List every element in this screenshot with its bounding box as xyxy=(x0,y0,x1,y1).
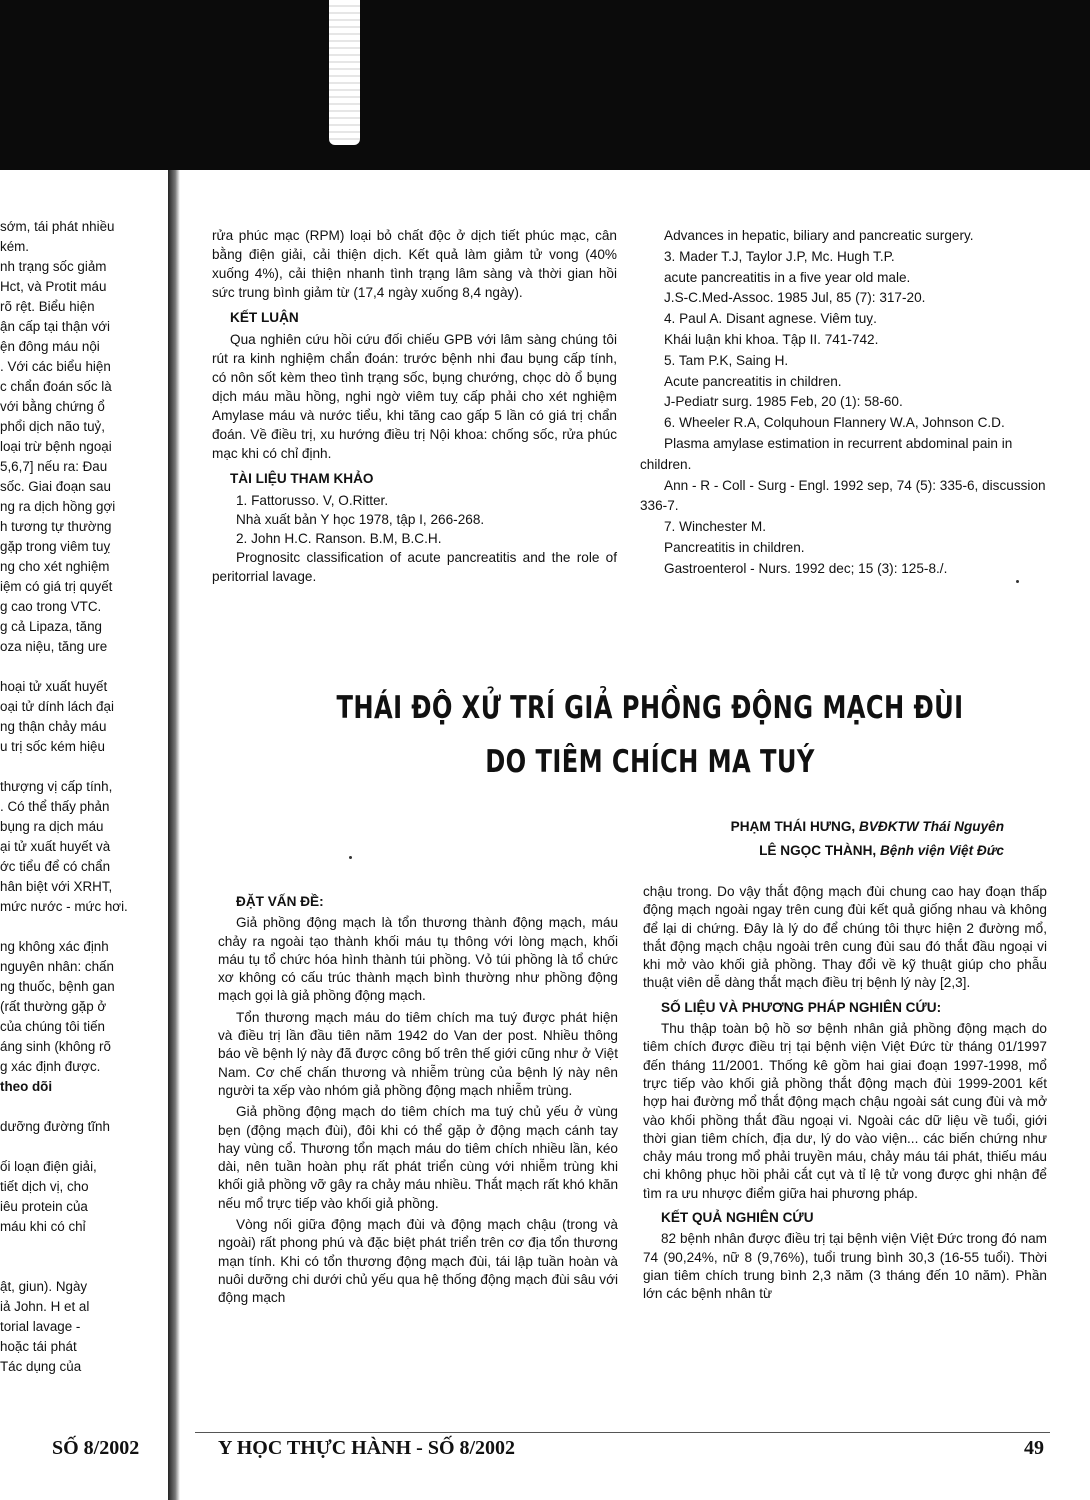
fragment-line: hoại tử xuất huyết xyxy=(0,679,108,694)
fragment-line: g cả Lipaza, tăng xyxy=(0,619,102,634)
footer-left-issue: SỐ 8/2002 xyxy=(52,1437,140,1459)
fragment-line: dưỡng đường tĩnh xyxy=(0,1119,110,1134)
fragment-line: ng thuốc, bệnh gan xyxy=(0,979,115,994)
paragraph: chậu trong. Do vậy thắt động mạch đùi chung cao hay đoạn thấp động mạch ngoài ngay trên cung đùi kết quả giống nhau và không để lại di chứng. Đây là lý do để chúng tôi thực hiện 2 đường mổ, thắt động mạch chậu ngoài trên cung đùi sau đó thắt đầu ngoại vi khi mở vào khối giả phồng. Thay đổi về kỹ thuật giúp cho phẫu thuật viên dễ dàng thắt mạch điều trị bệnh lý này [2,3]. xyxy=(643,884,1047,991)
fragment-line: c chẩn đoán sốc là xyxy=(0,379,112,394)
author-1-affiliation: BVĐKTW Thái Nguyên xyxy=(859,819,1004,834)
fragment-line xyxy=(0,1257,165,1277)
reference-line: Advances in hepatic, biliary and pancreatic surgery. xyxy=(664,228,974,243)
fragment-line: hoặc tái phát xyxy=(0,1339,77,1354)
scan-speck xyxy=(1016,580,1019,583)
fragment-line: bụng ra dịch máu xyxy=(0,819,104,834)
fragment-line: ớc tiểu để có chẩn xyxy=(0,859,111,874)
fragment-line: ng không xác định xyxy=(0,939,109,954)
fragment-line: g xác định được. xyxy=(0,1059,101,1074)
reference-line: Prognositc classification of acute pancreatitis and the role of peritorrial lavage. xyxy=(212,550,617,584)
fragment-line: thượng vị cấp tính, xyxy=(0,779,113,794)
reference-line: Khái luận khi khoa. Tập II. 741-742. xyxy=(664,331,879,347)
previous-page-fragments xyxy=(0,217,165,1377)
fragment-line xyxy=(0,657,165,677)
fragment-line: nguyên nhân: chấn xyxy=(0,959,114,974)
binding-spine xyxy=(329,0,360,145)
fragment-line: 5,6,7] nếu ra: Đau xyxy=(0,459,108,474)
fragment-line: Tác dụng của xyxy=(0,1359,82,1374)
reference-line: 5. Tam P.K, Saing H. xyxy=(664,352,789,368)
fragment-line: gặp trong viêm tuỵ xyxy=(0,539,111,554)
fragment-line: Hct, và Protit máu xyxy=(0,279,107,294)
reference-line: 7. Winchester M. xyxy=(664,519,766,535)
reference-line: Nhà xuất bản Y học 1978, tập I, 266-268. xyxy=(236,512,485,527)
reference-line: Pancreatitis in children. xyxy=(664,539,805,555)
author-block xyxy=(731,815,1004,863)
fragment-line: ại tử xuất huyết và xyxy=(0,839,111,854)
fragment-line: h tương tự thường xyxy=(0,519,112,534)
fragment-line: ện đông máu nội xyxy=(0,339,100,354)
reference-line: acute pancreatitis in a five year old male. xyxy=(664,269,911,285)
paragraph: Giả phồng động mạch do tiêm chích ma tuý chủ yếu ở vùng bẹn (động mạch đùi), đôi khi có thể gặp ở động mạch cánh tay hay vùng cổ. Thương tổn mạch máu do tiêm chích nhiều lần, kéo dài, nên tuần hoàn phụ rất phát triển cùng với nhiễm trùng khi khối giả phồng vỡ gây ra chảy máu nhiều. Thắt mạch rất khó khăn nếu mổ trực tiếp vào khối giả phồng. xyxy=(218,1104,618,1211)
fragment-line xyxy=(0,1237,165,1257)
section-heading-conclusion: KẾT LUẬN xyxy=(230,310,299,325)
fragment-line: nh trạng sốc giảm xyxy=(0,259,107,274)
author-1 xyxy=(731,815,1004,839)
paragraph: rửa phúc mạc (RPM) loại bỏ chất độc ở dịch tiết phúc mạc, cân bằng điện giải, cải thiện dịch. Kết quả làm giảm tử vong (40% xuống 4%), cải thiện nhanh tình trạng lâm sàng và thời gian hồi sức trung bình giảm từ (17,4 ngày xuống 8,4 ngày). xyxy=(212,228,617,300)
fragment-line xyxy=(0,757,165,777)
paragraph: Qua nghiên cứu hồi cứu đối chiếu GPB với lâm sàng chúng tôi rút ra kinh nghiệm chẩn đoán: trước bệnh nhi đau bụng cấp tính, có nôn sốt kèm theo tình trạng sốc, bụng chướng, chọc dò ổ bụng dịch máu mầu hồng, nghi ngờ viêm tuỵ cấp phải cho xét nghiệm Amylase máu và nước tiểu, khi tăng cao gấp 5 lần có giá trị chẩn đoán. Về điều trị, xu hướng điều trị Nội khoa: chống sốc, rửa phúc mạc khi có chỉ định. xyxy=(212,332,617,461)
fragment-line: oại tử dính lách đại xyxy=(0,699,114,714)
fragment-line: . Có thể thấy phản xyxy=(0,799,110,814)
author-1-name: PHẠM THÁI HƯNG, xyxy=(730,819,856,834)
fragment-line: hân biệt với XRHT, xyxy=(0,879,113,894)
fragment-line: với bằng chứng ổ xyxy=(0,399,105,414)
paragraph: Thu thập toàn bộ hồ sơ bệnh nhân giả phồng động mạch do tiêm chích được điều trị tại bệnh viện Việt Đức từ tháng 01/1997 đến tháng 11/2001. Thống kê gồm hai giai đoạn 1997-1998, mổ trực tiếp vào khối giả phồng thắt động mạch đùi 1999-2001 kết hợp hai đường mổ thắt động mạch chậu ngoài sát cung đùi và mở vào khối phồng thắt đầu ngoại vi. Ngoài các dữ liệu về tuổi, giới thời gian tiêm chích, địa dư, lý do vào viện... các biến chứng như chảy máu trong mổ phải truyền máu, chảy máu tái phát, thiếu máu chi không phục hồi phải cắt cụt và tỉ lệ tử vong được ghi nhận để tìm ra ưu nhược điểm giữa hai phương pháp. xyxy=(643,1021,1047,1201)
fragment-line: g cao trong VTC. xyxy=(0,599,102,614)
footer-rule xyxy=(195,1432,1050,1433)
fragment-line: iêu protein của xyxy=(0,1199,88,1214)
paragraph: 82 bệnh nhân được điều trị tại bệnh viện Việt Đức trong đó nam 74 (90,24%, nữ 8 (9,76%), tuổi trung bình 30,3 (16-55 tuổi). Thời gian tiêm chích trung bình 2,3 năm (3 tháng đến 10 năm). Phần lớn các bệnh nhân từ xyxy=(643,1231,1047,1302)
fragment-line: sốc. Giai đoạn sau xyxy=(0,479,111,494)
fragment-line xyxy=(0,917,165,937)
fragment-line xyxy=(0,1097,165,1117)
paragraph: Tổn thương mạch máu do tiêm chích ma tuý được phát hiện và điều trị lần đầu tiên năm 1942 do Van der post. Nhiều thông báo về bệnh lý này đã được công bố trên thế giới cũng như ở Việt Nam. Cơ chế chấn thương và nhiễm trùng của bệnh lý này nên người ta xếp vào nhóm giả phồng động mạch nhiễm trùng. xyxy=(218,1009,618,1098)
scan-speck xyxy=(349,856,352,859)
reference-line: J-Pediatr surg. 1985 Feb, 20 (1): 58-60. xyxy=(664,394,903,410)
section-heading-results: KẾT QUẢ NGHIÊN CỨU xyxy=(661,1210,814,1226)
fragment-line: oza niệu, tăng ure xyxy=(0,639,108,654)
section-heading-references: TÀI LIỆU THAM KHẢO xyxy=(230,471,374,486)
fragment-line: theo dõi xyxy=(0,1079,53,1094)
reference-line: 2. John H.C. Ranson. B.M, B.C.H. xyxy=(236,531,442,546)
fragment-line: của chúng tôi tiến xyxy=(0,1019,105,1034)
section-heading-methods: SỐ LIỆU VÀ PHƯƠNG PHÁP NGHIÊN CỨU: xyxy=(661,999,942,1015)
fragment-line: tiết dịch vị, cho xyxy=(0,1179,89,1194)
fragment-line: mức nước - mức hơi. xyxy=(0,899,128,914)
fragment-line: ng thận chảy máu xyxy=(0,719,107,734)
fragment-line: kém. xyxy=(0,239,30,254)
fragment-line: áng sinh (không rõ xyxy=(0,1039,111,1054)
fragment-line: máu khi có chỉ xyxy=(0,1219,86,1234)
fragment-line: iả John. H et al xyxy=(0,1299,90,1314)
fragment-line: ật, giun). Ngày xyxy=(0,1279,88,1294)
reference-line: J.S-C.Med-Assoc. 1985 Jul, 85 (7): 317-20. xyxy=(664,290,926,306)
reference-line: Ann - R - Coll - Surg - Engl. 1992 sep, 74 (5): 335-6, discussion 336-7. xyxy=(640,477,1046,514)
footer-journal-name: Y HỌC THỰC HÀNH - SỐ 8/2002 xyxy=(218,1437,516,1459)
fragment-line: (rất thường gặp ở xyxy=(0,999,107,1014)
prev-article-references-right xyxy=(640,226,1046,580)
reference-line: Acute pancreatitis in children. xyxy=(664,373,842,389)
fragment-line: ng cho xét nghiệm xyxy=(0,559,110,574)
fragment-line: iệm có giá trị quyết xyxy=(0,579,113,594)
author-2 xyxy=(731,839,1004,863)
paragraph: Giả phồng động mạch là tổn thương thành động mạch, máu chảy ra ngoài tạo thành khối máu tụ thông với lòng mạch, khối máu tụ tổ chức hóa hình thành túi phồng. Vỏ túi phồng là tổ chức xơ không có cấu trúc thành mạch bình thường như phồng động mạch gọi là giả phồng động mạch. xyxy=(218,915,618,1004)
article-title-line-1: THÁI ĐỘ XỬ TRÍ GIẢ PHỒNG ĐỘNG MẠCH ĐÙI xyxy=(336,690,964,726)
fragment-line: sớm, tái phát nhiều xyxy=(0,219,115,234)
page-gutter-shadow xyxy=(168,170,180,1500)
article-title-line-2: DO TIÊM CHÍCH MA TUÝ xyxy=(485,744,815,780)
prev-article-middle-column xyxy=(212,226,617,586)
reference-line: 1. Fattorusso. V, O.Ritter. xyxy=(236,493,389,508)
author-2-affiliation: Bệnh viện Việt Đức xyxy=(879,843,1004,858)
section-heading-intro: ĐẶT VẤN ĐỀ: xyxy=(236,894,324,909)
fragment-line: ng ra dịch hồng gợi xyxy=(0,499,116,514)
fragment-line: rõ rệt. Biểu hiện xyxy=(0,299,95,314)
reference-line: 4. Paul A. Disant agnese. Viêm tuỵ. xyxy=(664,311,877,327)
fragment-line: torial lavage - xyxy=(0,1319,81,1334)
reference-line: 3. Mader T.J, Taylor J.P, Mc. Hugh T.P. xyxy=(664,248,895,264)
fragment-line: phổi dịch não tuỷ, xyxy=(0,419,105,434)
paragraph: Vòng nối giữa động mạch đùi và động mạch chậu (trong và ngoài) rất phong phú và đặc biệt phát triển trên cơ địa tổn thương mạn tính. Khi có tổn thương động mạch đùi, tái lập tuần hoàn và nuôi dưỡng chi dưới chủ yếu qua hệ thống động mạch đùi sâu với động mạch xyxy=(218,1217,618,1306)
reference-line: Plasma amylase estimation in recurrent abdominal pain in children. xyxy=(640,435,1013,472)
reference-line: 6. Wheeler R.A, Colquhoun Flannery W.A, Johnson C.D. xyxy=(664,415,1005,431)
author-2-name: LÊ NGỌC THÀNH, xyxy=(759,843,877,858)
reference-line: Gastroenterol - Nurs. 1992 dec; 15 (3): 125-8./. xyxy=(664,560,948,576)
fragment-line: ối loạn điện giải, xyxy=(0,1159,97,1174)
article-right-column xyxy=(643,883,1047,1304)
scan-top-dark-band xyxy=(0,0,1090,170)
fragment-line: loại trừ bệnh ngoại xyxy=(0,439,112,454)
fragment-line: u trị sốc kém hiệu xyxy=(0,739,105,754)
footer-page-number: 49 xyxy=(1024,1437,1044,1459)
article-left-column xyxy=(218,887,618,1308)
fragment-line: ận cấp tại thận với xyxy=(0,319,111,334)
fragment-line: . Với các biểu hiện xyxy=(0,359,111,374)
fragment-line xyxy=(0,1137,165,1157)
